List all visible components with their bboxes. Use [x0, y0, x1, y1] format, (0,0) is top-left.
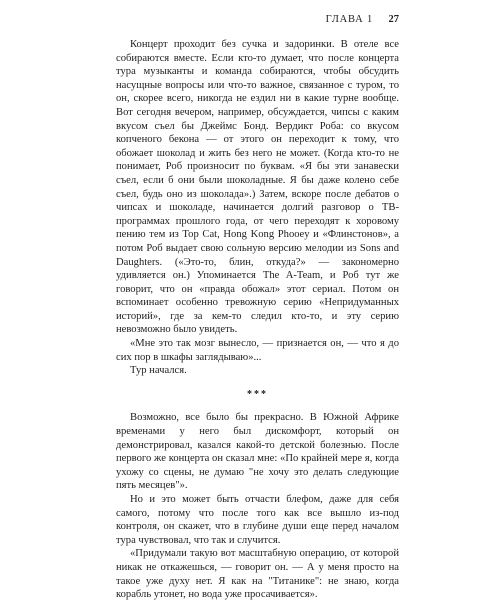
chapter-title: ГЛАВА 1 [325, 14, 373, 25]
paragraph: «Мне это так мозг вынесло, — признается он, — что я до сих пор в шкафы заглядываю»... [116, 338, 399, 363]
page-body [116, 38, 399, 602]
paragraph: Тур начался. [130, 365, 187, 377]
running-header [116, 14, 399, 28]
section-separator: *** [247, 388, 268, 400]
paragraph: Возможно, все было бы прекрасно. В Южной Африке временами у него был дискомфорт, который он демонстрировал, казался какой-то детской болезнью. После первого же концерта он сказал мне: «По крайней мере я, когда ухожу со сцены, не думаю "не хочу это делать следующие пять месяцев"». [116, 412, 399, 492]
paragraph: Концерт проходит без сучка и задоринки. В отеле все собираются вместе. Если кто-то думает, что после концерта тура музыканты и команда собираются, чтобы обсудить насущные вопросы или что-то важное, связанное с туром, то он, скорее всего, никогда не ездил ни в какие турне вообще. Вот сегодня вечером, например, обсуждается, чипсы с каким вкусом съел бы Джеймс Бонд. Вердикт Роба: со вкусом копченого бекона — от этого он переходит к тому, что обожает шоколад и жить без него не может. (Когда кто-то не понимает, Роб произносит по буквам. «Я бы эти занавески съел, если б они были шоколадные. Я бы даже колено себе съел, будь оно из шоколада».) Затем, вскоре после дебатов о чипсах и шоколаде, начинается долгий разговор о ТВ-программах прошлого года, от чего переходят к хоровому пению тем из Top Cat, Hong Kong Phooey и «Флинстонов», а потом Роб выдает свою сольную версию мелодии из Sons and Daughters. («Это-то, блин, откуда?» — закономерно удивляется он.) Упоминается The A-Team, и Роб тут же говорит, что он «правда обожал» этот сериал. Потом он вспоминает особенно тревожную серию «Непридуманных историй», где за кем-то следил кто-то, и эту серию невозможно было увидеть. [116, 39, 399, 336]
paragraph: «Придумали такую вот масштабную операцию, от которой никак не откажешься, — говорит он. — А у меня просто на такое уже духу нет. Я как на "Титанике": не знаю, когда корабль утонет, но вода уже просачивается». [116, 548, 399, 601]
paragraph: Но и это может быть отчасти блефом, даже для себя самого, потому что после того как все вышло из-под контроля, он скажет, что в глубине души еще перед началом тура чувствовал, что так и случится. [116, 494, 399, 546]
page-number: 27 [388, 14, 399, 25]
